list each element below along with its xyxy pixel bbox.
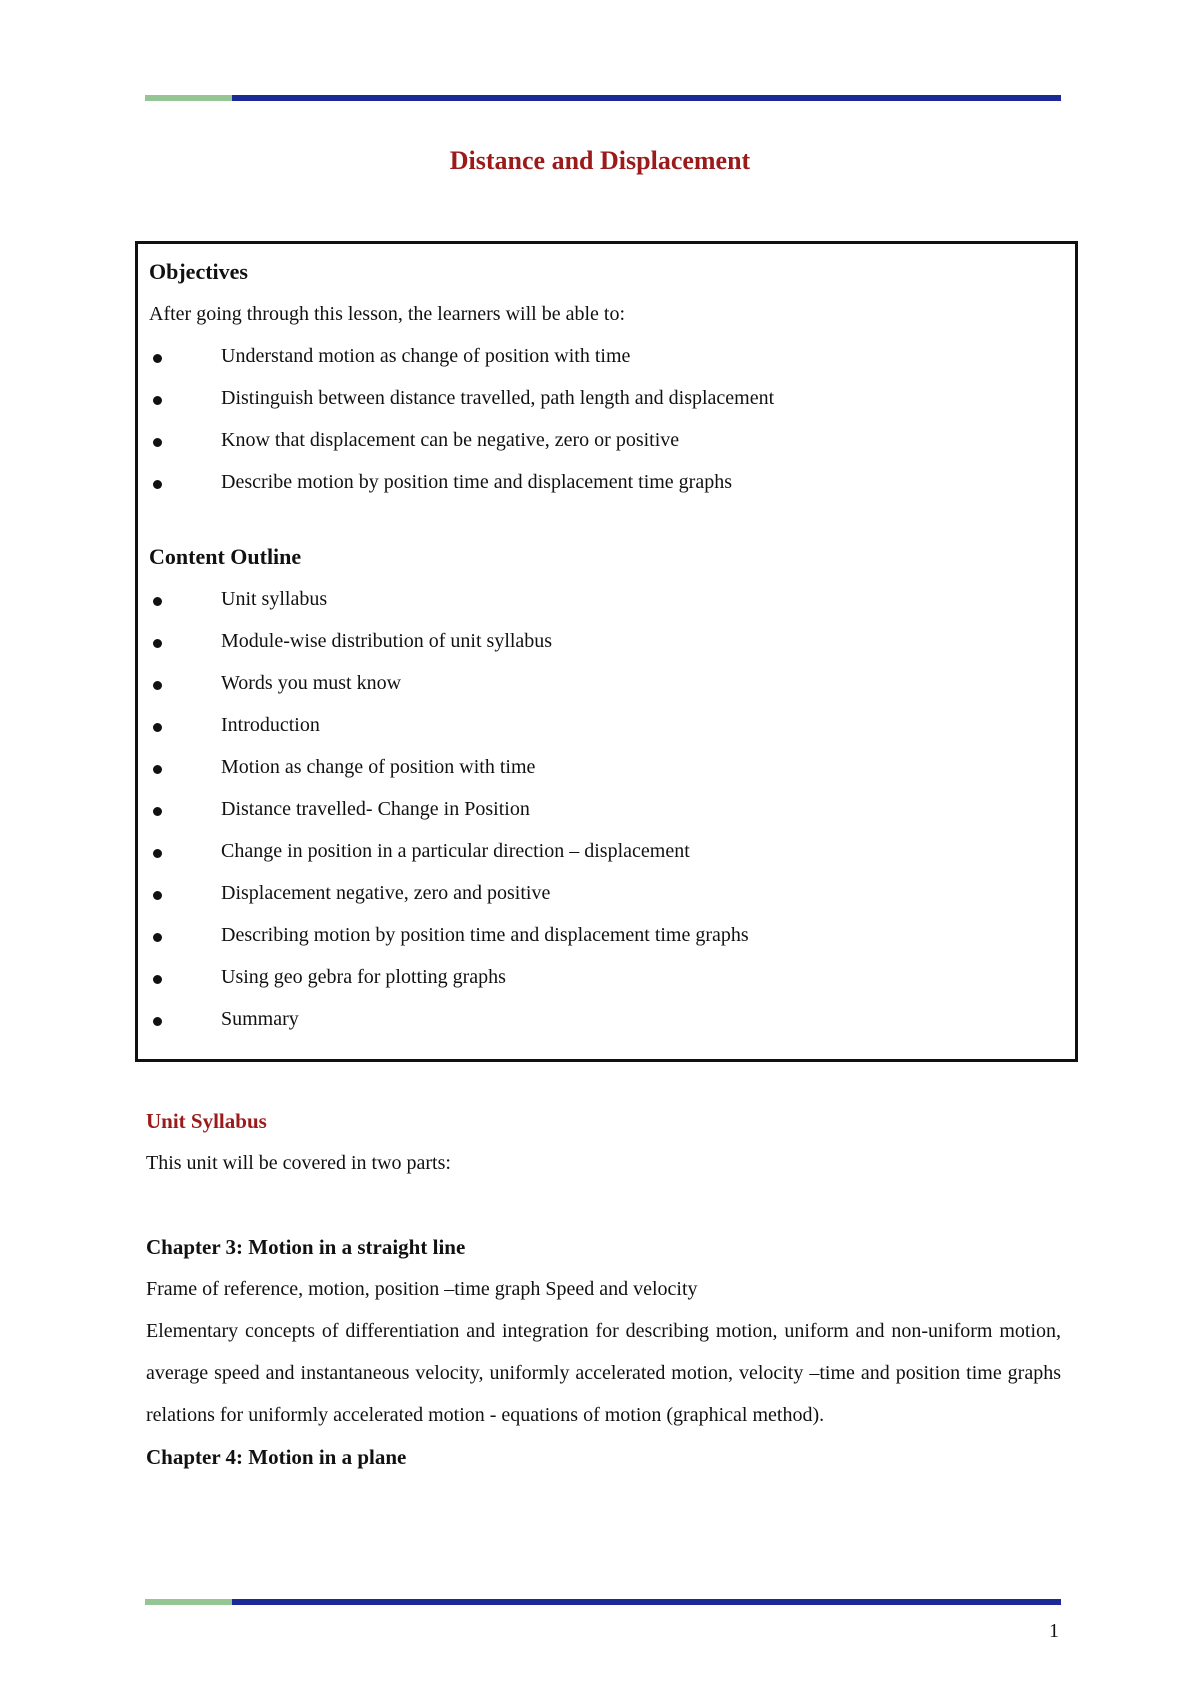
bullet-icon — [153, 681, 162, 690]
bullet-icon — [153, 597, 162, 606]
bullet-icon — [153, 723, 162, 732]
chapter-3-title: Chapter 3: Motion in a straight line — [146, 1235, 466, 1259]
bullet-icon — [153, 807, 162, 816]
footer-rule — [145, 1599, 1061, 1605]
bullet-icon — [153, 891, 162, 900]
list-item: Describe motion by position time and displacement time graphs — [149, 467, 1065, 497]
objectives-intro: After going through this lesson, the learners will be able to: — [149, 303, 626, 325]
list-item: Module-wise distribution of unit syllabus — [149, 626, 1065, 656]
list-item: Displacement negative, zero and positive — [149, 878, 1065, 908]
list-item: Describing motion by position time and displacement time graphs — [149, 920, 1065, 950]
unit-syllabus-intro: This unit will be covered in two parts: — [146, 1152, 451, 1174]
bullet-icon — [153, 975, 162, 984]
chapter-3-section — [146, 1232, 1061, 1472]
bullet-icon — [153, 849, 162, 858]
objectives-heading: Objectives — [149, 259, 248, 284]
bullet-icon — [153, 396, 162, 405]
list-item: Introduction — [149, 710, 1065, 740]
header-rule-blue — [232, 95, 1061, 101]
bullet-icon — [153, 480, 162, 489]
objectives-list — [149, 341, 1065, 497]
bullet-icon — [153, 639, 162, 648]
header-rule-green — [145, 95, 232, 101]
list-item: Using geo gebra for plotting graphs — [149, 962, 1065, 992]
unit-syllabus-heading: Unit Syllabus — [146, 1109, 267, 1133]
list-item: Distinguish between distance travelled, path length and displacement — [149, 383, 1065, 413]
objectives-box — [135, 241, 1078, 1062]
list-item: Summary — [149, 1004, 1065, 1034]
bullet-icon — [153, 765, 162, 774]
unit-syllabus-section — [146, 1106, 1061, 1178]
content-outline-heading: Content Outline — [149, 544, 302, 569]
list-item: Change in position in a particular direction – displacement — [149, 836, 1065, 866]
list-item: Words you must know — [149, 668, 1065, 698]
list-item: Know that displacement can be negative, zero or positive — [149, 425, 1065, 455]
header-rule — [145, 95, 1061, 101]
list-item: Understand motion as change of position with time — [149, 341, 1065, 371]
chapter-3-topics-line1: Frame of reference, motion, position –time graph Speed and velocity — [146, 1278, 698, 1300]
page-number: 1 — [1049, 1620, 1059, 1642]
bullet-icon — [153, 438, 162, 447]
footer-rule-blue — [232, 1599, 1061, 1605]
footer-rule-green — [145, 1599, 232, 1605]
bullet-icon — [153, 933, 162, 942]
chapter-3-topics-line2: Elementary concepts of differentiation and integration for describing motion, uniform and non-uniform motion, average speed and instantaneous velocity, uniformly accelerated motion, velocity –time and position time graphs relations for uniformly accelerated motion - equations of motion (graphical method). — [146, 1320, 1061, 1426]
list-item: Unit syllabus — [149, 584, 1065, 614]
list-item: Motion as change of position with time — [149, 752, 1065, 782]
content-outline-list — [149, 584, 1065, 1034]
page-title: Distance and Displacement — [449, 146, 751, 175]
chapter-4-title: Chapter 4: Motion in a plane — [146, 1445, 407, 1469]
list-item: Distance travelled- Change in Position — [149, 794, 1065, 824]
bullet-icon — [153, 354, 162, 363]
bullet-icon — [153, 1017, 162, 1026]
